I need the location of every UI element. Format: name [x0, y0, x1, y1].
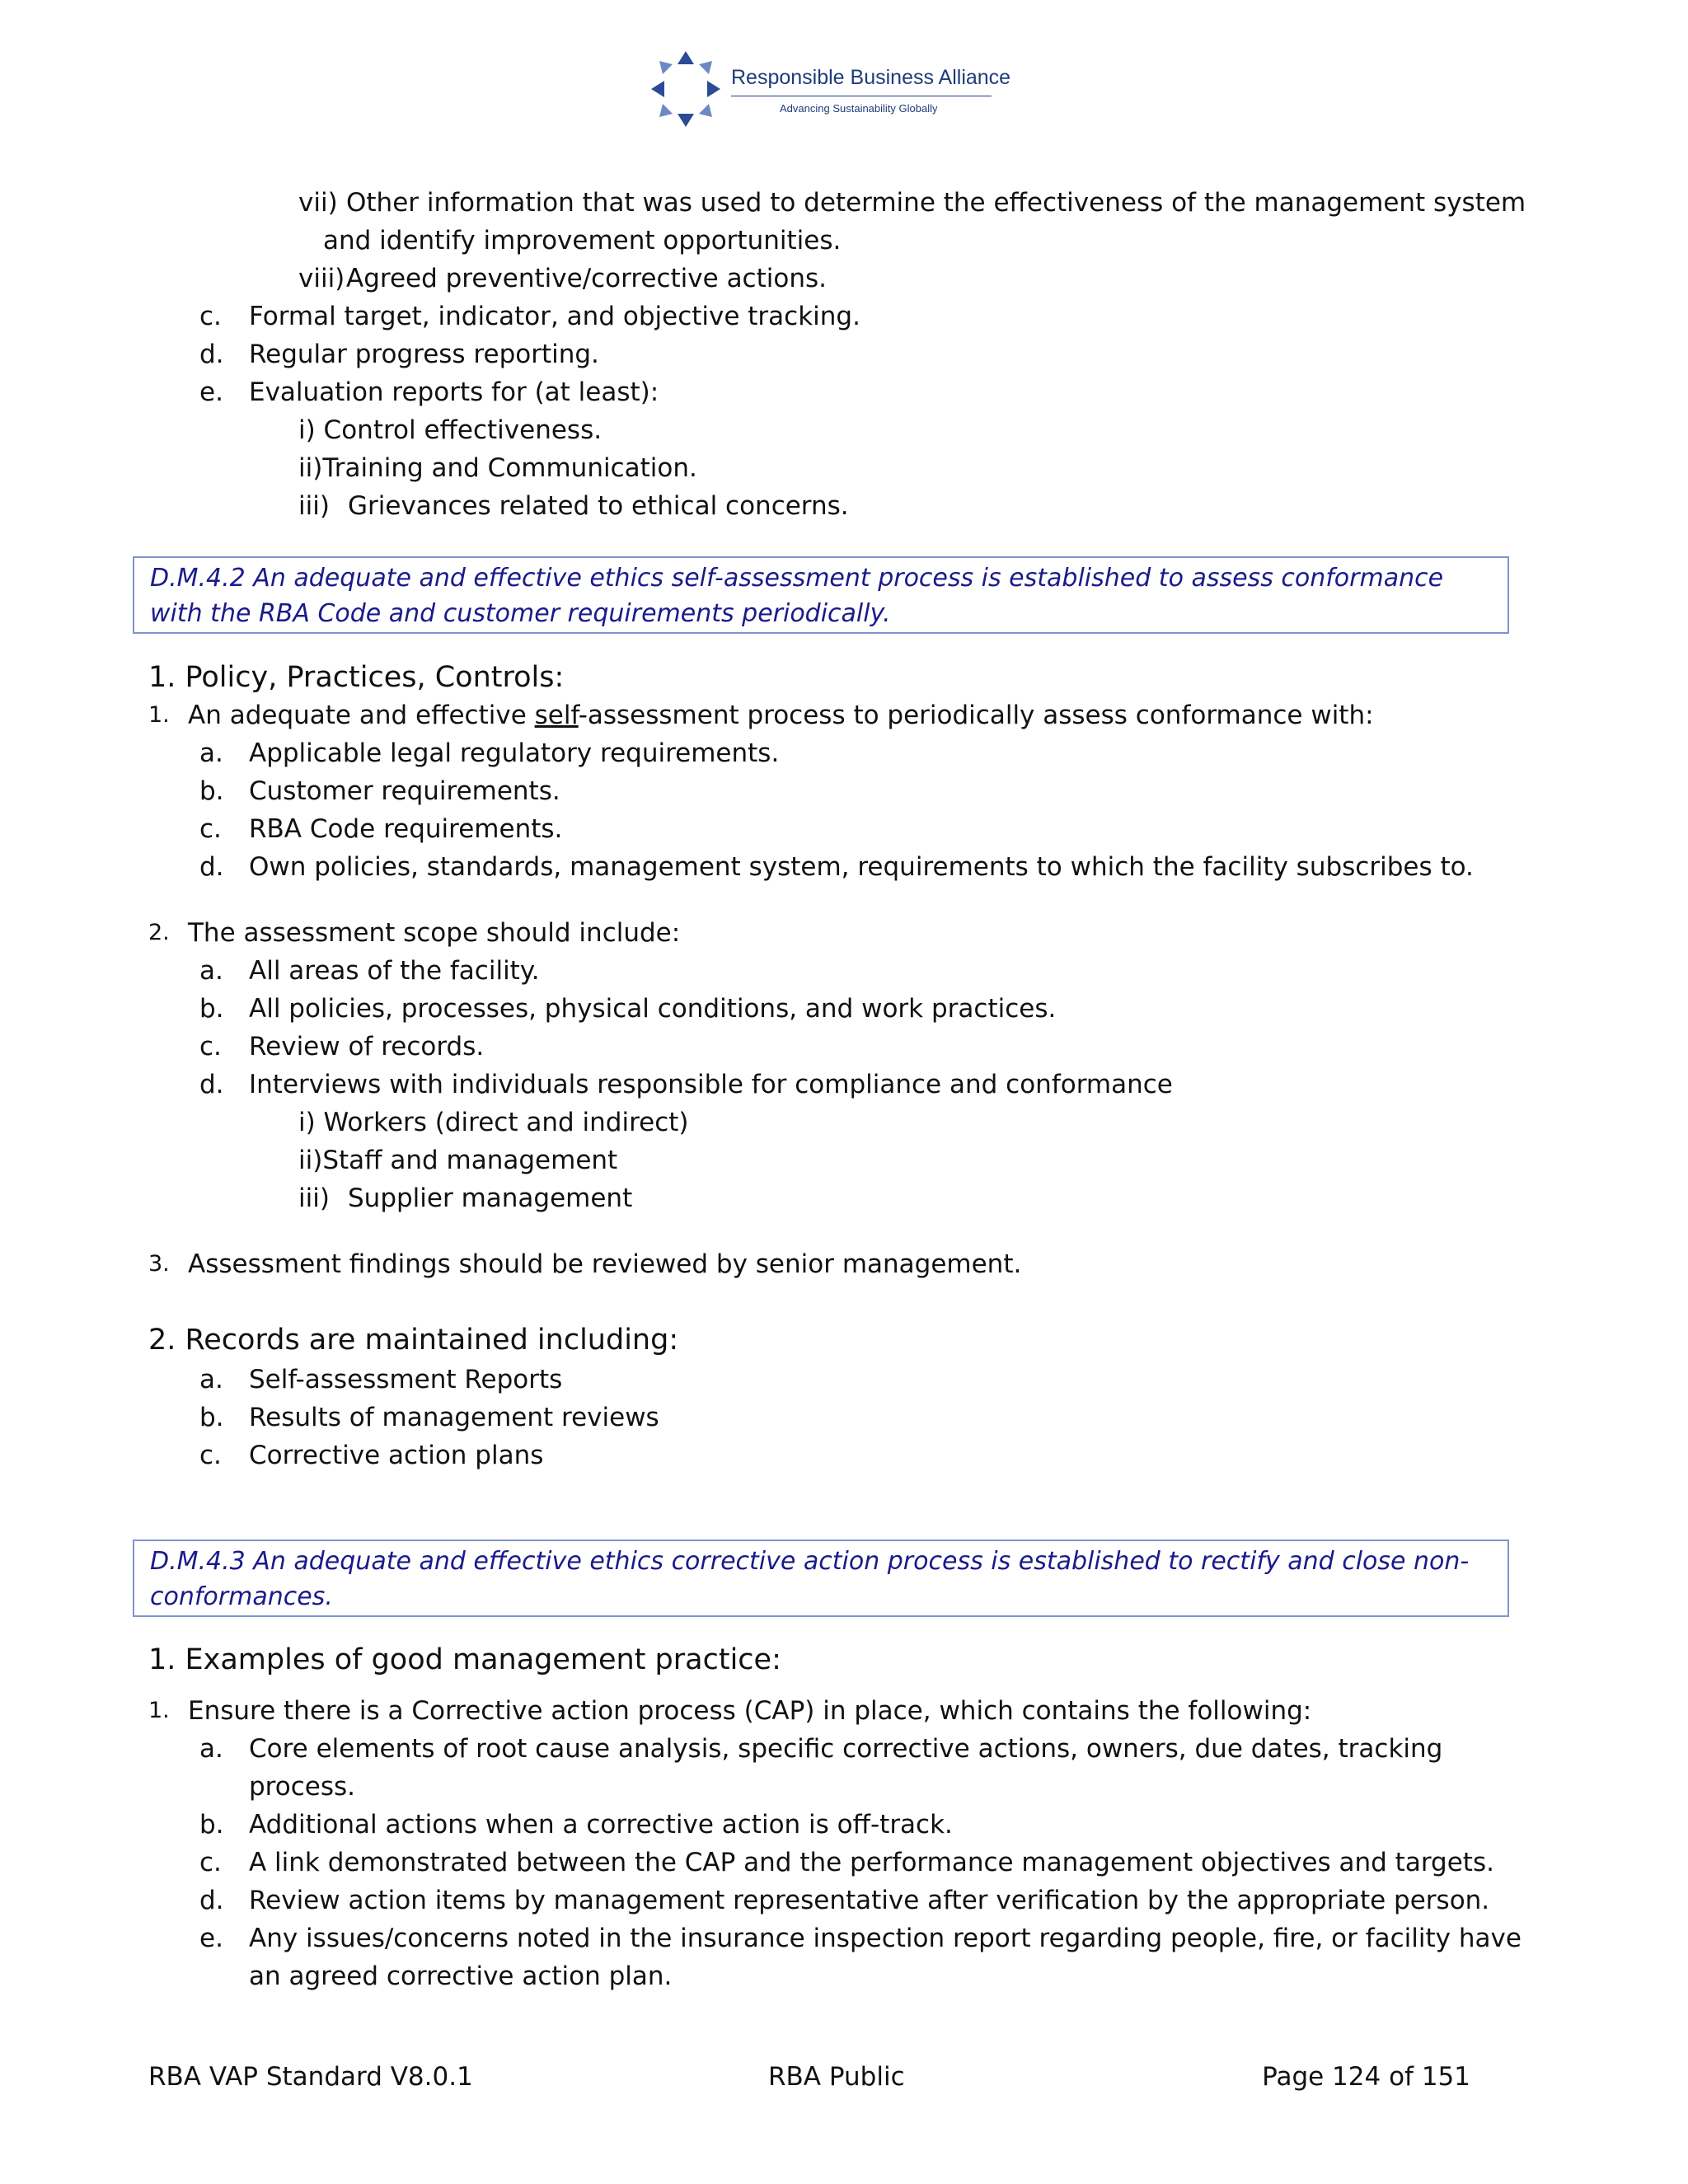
list-marker: viii): [298, 264, 345, 293]
footer-page-number: Page 124 of 151: [1262, 2062, 1470, 2092]
list-item-text: Formal target, indicator, and objective tracking.: [249, 302, 860, 331]
list-marker: 1.: [148, 1698, 170, 1723]
list-item-text: i) Control effectiveness.: [298, 415, 603, 445]
compass-arrows-icon: [648, 49, 724, 129]
list-marker: iii): [298, 491, 330, 521]
list-marker: c.: [199, 302, 222, 331]
list-marker: a.: [199, 1365, 223, 1394]
list-item-text: Applicable legal regulatory requirements.: [249, 738, 780, 768]
rba-logo: [648, 49, 1010, 132]
list-marker: d.: [199, 852, 224, 882]
list-item-text: Ensure there is a Corrective action process (CAP) in place, which contains the following:: [188, 1696, 1312, 1726]
list-item-text: A link demonstrated between the CAP and the performance management objectives and targets.: [249, 1848, 1494, 1877]
list-item-text: i) Workers (direct and indirect): [298, 1108, 689, 1137]
list-item-text: and identify improvement opportunities.: [323, 226, 842, 255]
list-marker: vii): [298, 188, 338, 218]
requirement-line: conformances.: [150, 1582, 333, 1611]
list-item-text: Review action items by management representative after verification by the appropriate person.: [249, 1886, 1490, 1915]
list-item-text: Self-assessment Reports: [249, 1365, 563, 1394]
list-marker: iii): [298, 1183, 330, 1213]
text-fragment: An adequate and effective: [188, 701, 535, 730]
list-marker: b.: [199, 994, 224, 1024]
requirement-box-dm-4-2: [133, 556, 1509, 634]
list-item-text: [188, 699, 1374, 732]
list-marker: c.: [199, 1848, 222, 1877]
list-item-text: RBA Code requirements.: [249, 814, 563, 844]
list-marker: d.: [199, 1886, 224, 1915]
underlined-word: self: [534, 701, 579, 730]
list-item-text: Review of records.: [249, 1032, 485, 1062]
list-item-text: Other information that was used to determine the effectiveness of the management system: [346, 188, 1526, 218]
list-item-text: Own policies, standards, management system, requirements to which the facility subscribes to.: [249, 852, 1474, 882]
list-marker: e.: [199, 1924, 223, 1953]
section-heading: 2. Records are maintained including:: [148, 1324, 679, 1357]
list-item-text: All policies, processes, physical conditions, and work practices.: [249, 994, 1057, 1024]
requirement-box-dm-4-3: [133, 1540, 1509, 1617]
list-item-text: ii)Staff and management: [298, 1146, 618, 1175]
list-marker: c.: [199, 814, 222, 844]
list-item-text: Results of management reviews: [249, 1403, 659, 1432]
list-marker: c.: [199, 1032, 222, 1062]
list-marker: e.: [199, 377, 223, 407]
list-item-text: Additional actions when a corrective action is off-track.: [249, 1810, 953, 1840]
list-marker: b.: [199, 1403, 224, 1432]
list-marker: a.: [199, 956, 223, 986]
list-marker: d.: [199, 340, 224, 369]
list-marker: 3.: [148, 1251, 170, 1277]
logo-title: Responsible Business Alliance: [731, 66, 1011, 89]
section-heading: 1. Examples of good management practice:: [148, 1643, 781, 1676]
list-item-text: All areas of the facility.: [249, 956, 540, 986]
list-item-text: Supplier management: [348, 1183, 633, 1213]
list-item-text: The assessment scope should include:: [188, 918, 681, 948]
list-item-text: Interviews with individuals responsible for compliance and conformance: [249, 1070, 1173, 1099]
logo-subtitle: Advancing Sustainability Globally: [780, 102, 938, 115]
list-marker: 2.: [148, 920, 170, 945]
list-marker: c.: [199, 1441, 222, 1470]
requirement-text: [150, 560, 1443, 631]
footer-document-title: RBA VAP Standard V8.0.1: [148, 2062, 473, 2092]
list-item-text: Customer requirements.: [249, 776, 560, 806]
requirement-line: D.M.4.3 An adequate and effective ethics corrective action process is established to rectify and close non-: [150, 1547, 1470, 1576]
list-item-text: process.: [249, 1772, 355, 1802]
list-item-text: Assessment findings should be reviewed by senior management.: [188, 1249, 1022, 1279]
footer-classification: RBA Public: [768, 2062, 905, 2092]
list-item-text: Evaluation reports for (at least):: [249, 377, 659, 407]
list-marker: b.: [199, 1810, 224, 1840]
text-fragment: -assessment process to periodically assess conformance with:: [578, 701, 1374, 730]
requirement-line: D.M.4.2 An adequate and effective ethics self-assessment process is established to assess conformance: [150, 564, 1444, 593]
list-marker: a.: [199, 738, 223, 768]
list-marker: a.: [199, 1734, 223, 1764]
requirement-text: [150, 1544, 1469, 1615]
list-item-text: Regular progress reporting.: [249, 340, 599, 369]
list-item-text: an agreed corrective action plan.: [249, 1961, 673, 1991]
section-heading: 1. Policy, Practices, Controls:: [148, 661, 565, 694]
requirement-line: with the RBA Code and customer requirements periodically.: [150, 599, 891, 628]
list-item-text: ii)Training and Communication.: [298, 453, 697, 483]
list-marker: 1.: [148, 702, 170, 728]
list-marker: d.: [199, 1070, 224, 1099]
list-item-text: Corrective action plans: [249, 1441, 544, 1470]
list-item-text: Any issues/concerns noted in the insurance inspection report regarding people, fire, or facility have: [249, 1924, 1522, 1953]
list-marker: b.: [199, 776, 224, 806]
list-item-text: Agreed preventive/corrective actions.: [346, 264, 827, 293]
list-item-text: Grievances related to ethical concerns.: [348, 491, 849, 521]
list-item-text: Core elements of root cause analysis, specific corrective actions, owners, due dates, tracking: [249, 1734, 1443, 1764]
